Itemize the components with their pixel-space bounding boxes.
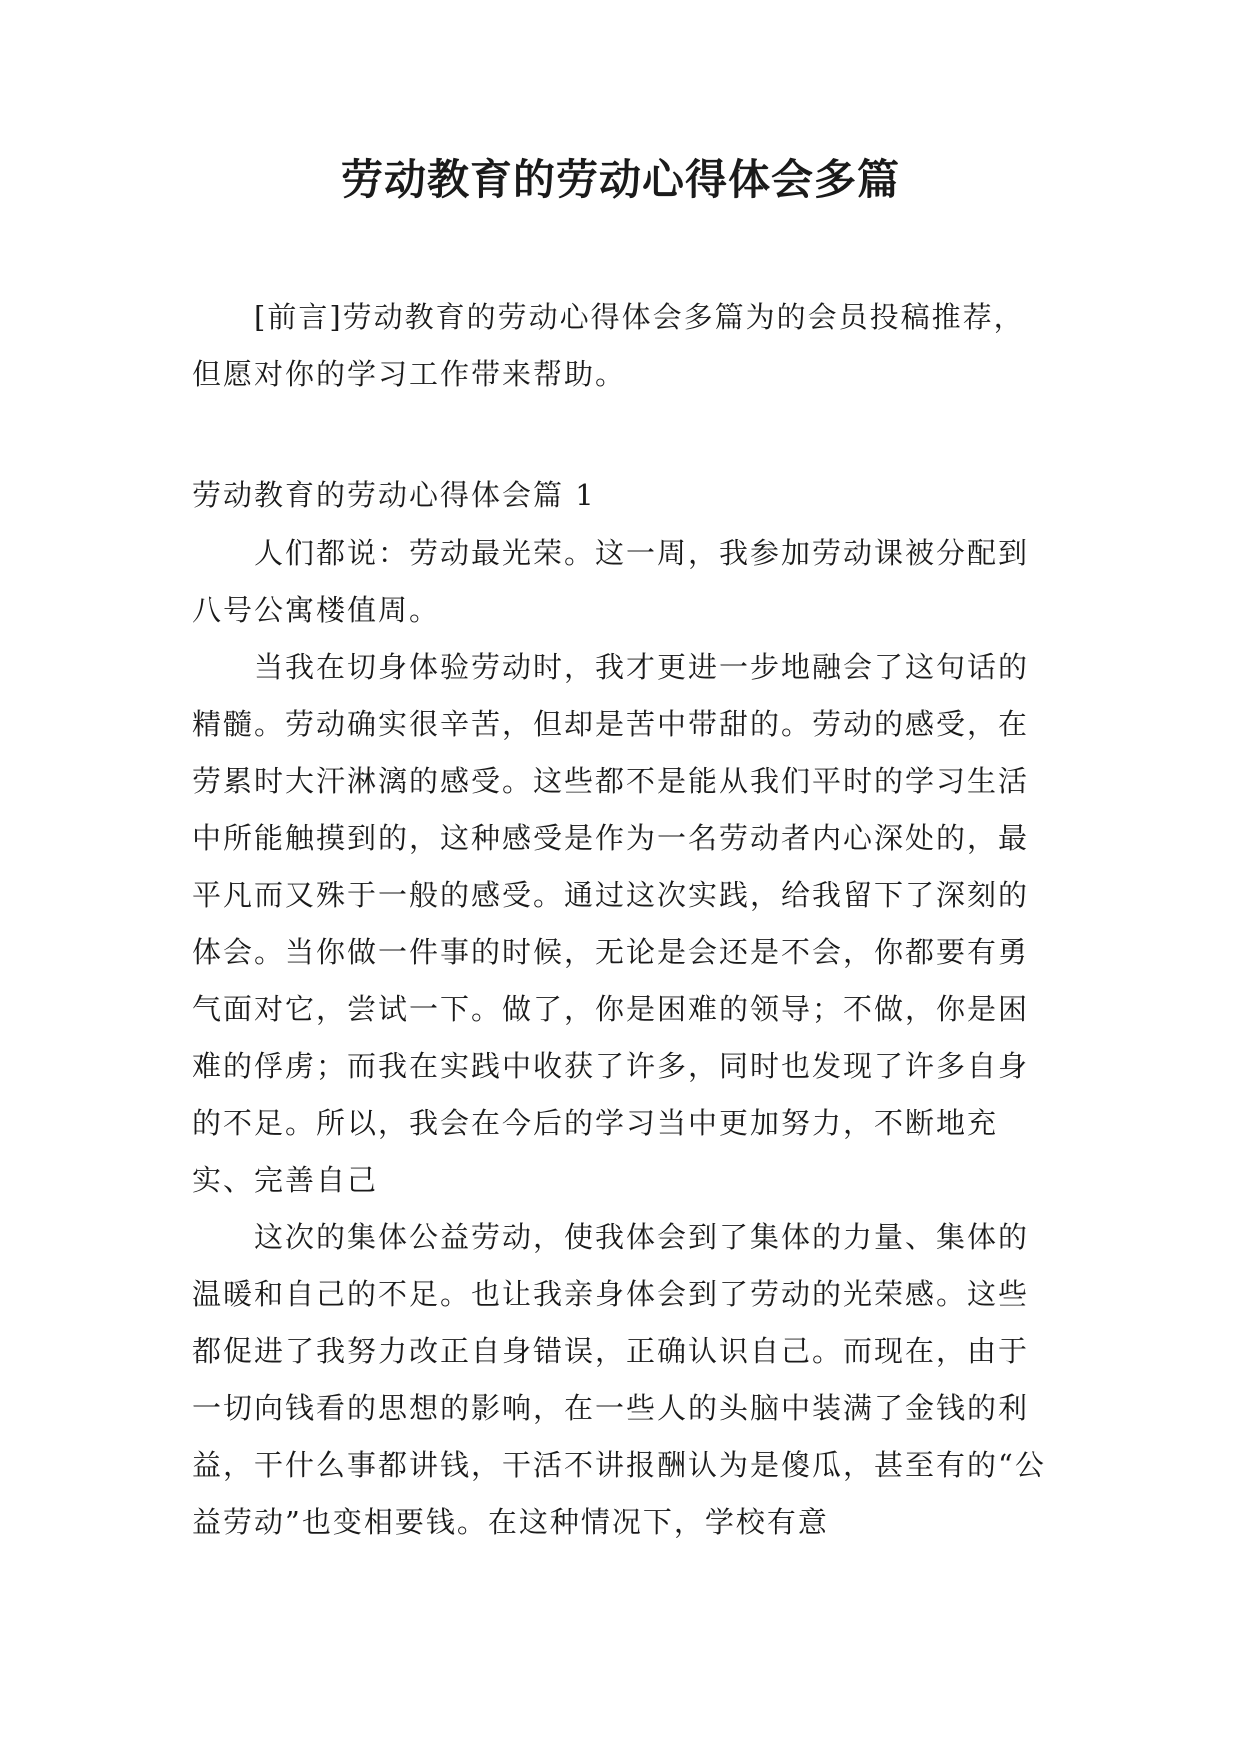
preface-paragraph: [前言]劳动教育的劳动心得体会多篇为的会员投稿推荐，但愿对你的学习工作带来帮助。 bbox=[192, 300, 1025, 391]
body-paragraph: 人们都说：劳动最光荣。这一周，我参加劳动课被分配到八号公寓楼值周。 bbox=[192, 536, 1030, 627]
body-paragraph: 当我在切身体验劳动时，我才更进一步地融会了这句话的精髓。劳动确实很辛苦，但却是苦中带甜的。劳动的感受，在劳累时大汗淋漓的感受。这些都不是能从我们平时的学习生活中所能触摸到的，这种感受是作为一名劳动者内心深处的，最平凡而又殊于一般的感受。通过这次实践，给我留下了深刻的体会。当你做一件事的时候，无论是会还是不会，你都要有勇气面对它，尝试一下。做了，你是困难的领导；不做，你是困难的俘虏；而我在实践中收获了许多，同时也发现了许多自身的不足。所以，我会在今后的学习当中更加努力，不断地充实、完善自己 bbox=[192, 650, 1030, 1197]
body-paragraph: 这次的集体公益劳动，使我体会到了集体的力量、集体的温暖和自己的不足。也让我亲身体会到了劳动的光荣感。这些都促进了我努力改正自身错误，正确认识自己。而现在，由于一切向钱看的思想的影响，在一些人的头脑中装满了金钱的利益，干什么事都讲钱，干活不讲报酬认为是傻瓜，甚至有的“公益劳动”也变相要钱。在这种情况下，学校有意 bbox=[192, 1220, 1046, 1539]
section-1 bbox=[192, 465, 1052, 1551]
document-title: 劳动教育的劳动心得体会多篇 bbox=[340, 155, 900, 204]
section-heading: 劳动教育的劳动心得体会篇 1 bbox=[192, 478, 596, 512]
